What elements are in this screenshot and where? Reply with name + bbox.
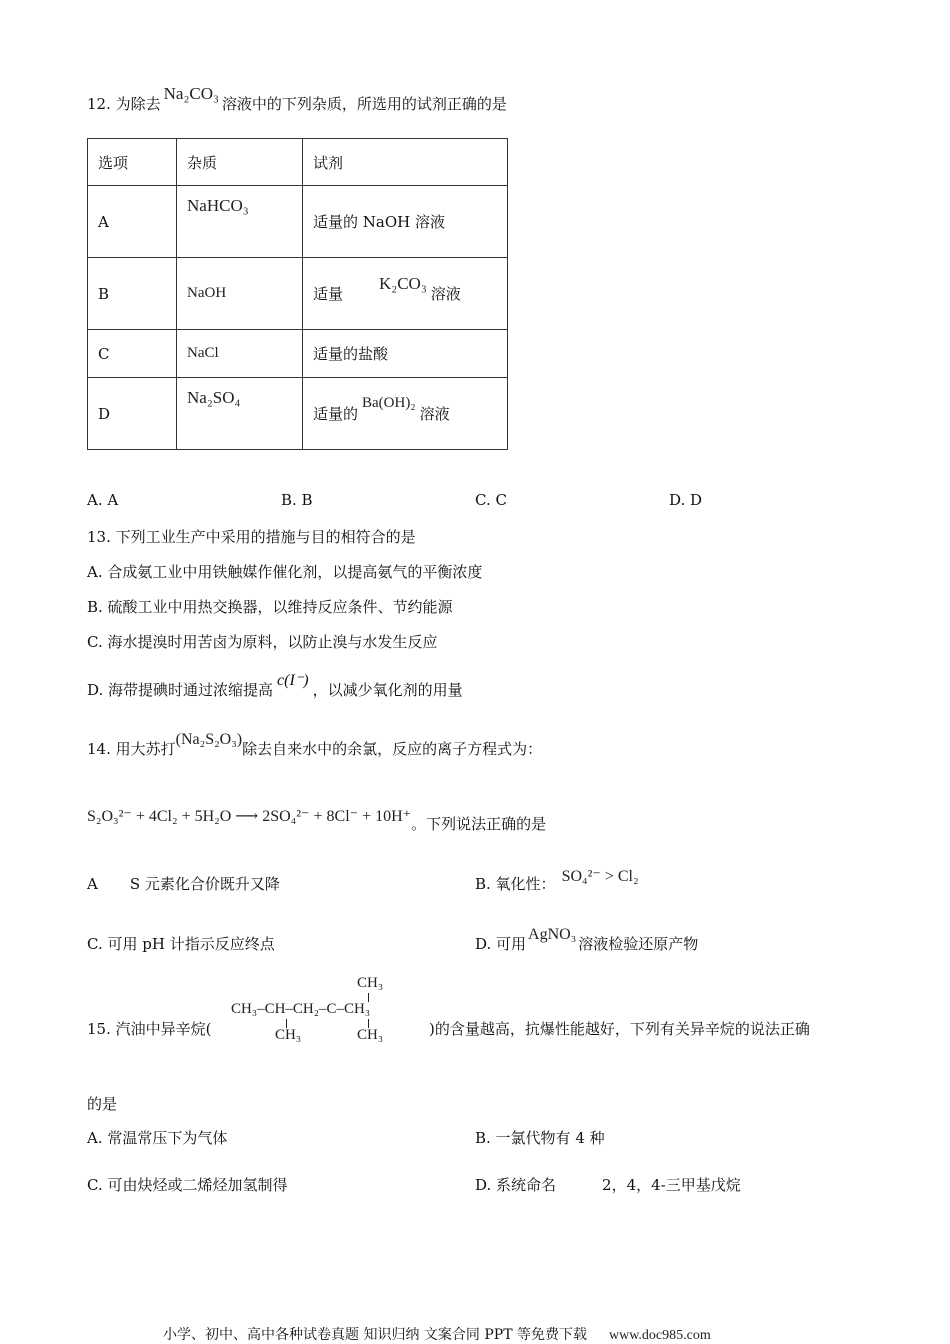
q12-option-d[interactable]: D. D: [669, 491, 703, 509]
row-impurity: Na₂SO₄: [177, 378, 303, 450]
header-reagent: 试剂: [303, 139, 508, 186]
row-reagent: 适量的 NaOH 溶液: [303, 186, 508, 258]
iodide-concentration: c(I⁻): [277, 672, 309, 689]
q12-stem: 12. 为除去Na₂CO₃溶液中的下列杂质，所选用的试剂正确的是: [87, 84, 507, 113]
footer: [163, 1324, 711, 1344]
header-option: 选项: [88, 139, 177, 186]
q12-table: [87, 138, 508, 450]
q15-stem-right: )的含量越高，抗爆性能越好，下列有关异辛烷的说法正确: [429, 1020, 810, 1038]
q15-option-d[interactable]: D. 系统命名 2，4，4-三甲基戊烷: [475, 1176, 741, 1194]
q15-stem-left: 15. 汽油中异辛烷(: [87, 1020, 212, 1038]
row-option: D: [88, 378, 177, 450]
row-option: A: [88, 186, 177, 258]
q13-option-d[interactable]: D. 海带提碘时通过浓缩提高c(I⁻)，以减少氧化剂的用量: [87, 672, 463, 699]
q14-equation-line: S₂O₃²⁻ + 4Cl₂ + 5H₂O ⟶ 2SO₄²⁻ + 8Cl⁻ + 10H⁺。下列说法正确的是: [87, 808, 547, 833]
q13-option-b[interactable]: B. 硫酸工业中用热交换器，以维持反应条件、节约能源: [87, 598, 453, 616]
q15-option-c[interactable]: C. 可由炔烃或二烯烃加氢制得: [87, 1176, 288, 1194]
table-header-row: [88, 139, 508, 186]
row-option: B: [88, 258, 177, 330]
row-reagent: 适量的盐酸: [303, 330, 508, 378]
q14-option-c[interactable]: C. 可用 pH 计指示反应终点: [87, 935, 275, 953]
bottom-right-methyl: CH₃: [357, 1027, 384, 1043]
q14-option-a[interactable]: A S 元素化合价既升又降: [87, 875, 280, 893]
footer-text: 小学、初中、高中各种试卷真题 知识归纳 文案合同 PPT 等免费下载: [163, 1327, 587, 1343]
table-row: [88, 258, 508, 330]
q13-stem: 13. 下列工业生产中采用的措施与目的相符合的是: [87, 528, 416, 546]
q14-stem: 14. 用大苏打(Na₂S₂O₃)除去自来水中的余氯，反应的离子方程式为：: [87, 731, 543, 758]
row-impurity: NaCl: [177, 330, 303, 378]
ionic-equation: S₂O₃²⁻ + 4Cl₂ + 5H₂O ⟶ 2SO₄²⁻ + 8Cl⁻ + 10H⁺: [87, 808, 412, 825]
q15-stem-cont: 的是: [87, 1095, 118, 1113]
row-impurity: NaOH: [177, 258, 303, 330]
row-option: C: [88, 330, 177, 378]
isooctane-structure: [231, 975, 427, 1047]
header-impurity: 杂质: [177, 139, 303, 186]
q15-option-a[interactable]: A. 常温常压下为气体: [87, 1129, 228, 1147]
q15-option-b[interactable]: B. 一氯代物有 4 种: [475, 1129, 605, 1147]
table-row: [88, 186, 508, 258]
footer-url[interactable]: www.doc985.com: [608, 1328, 711, 1343]
q12-option-c[interactable]: C. C: [475, 491, 507, 509]
q14-option-d[interactable]: D. 可用AgNO₃溶液检验还原产物: [475, 926, 699, 953]
row-impurity: NaHCO₃: [177, 186, 303, 258]
main-chain: CH₃–CH–CH₂–C–CH₃: [231, 1001, 371, 1017]
top-methyl: CH₃: [357, 975, 384, 991]
bottom-left-methyl: CH₃: [275, 1027, 302, 1043]
row-reagent: 适量K₂CO₃溶液: [303, 258, 508, 330]
row-reagent: 适量的Ba(OH)₂溶液: [303, 378, 508, 450]
q13-option-a[interactable]: A. 合成氨工业中用铁触媒作催化剂，以提高氨气的平衡浓度: [87, 563, 483, 581]
table-row: [88, 378, 508, 450]
q12-formula: Na₂CO₃: [163, 84, 219, 103]
q12-option-b[interactable]: B. B: [281, 491, 313, 509]
table-row: [88, 330, 508, 378]
q13-option-c[interactable]: C. 海水提溴时用苦卤为原料，以防止溴与水发生反应: [87, 633, 438, 651]
q12-option-a[interactable]: A. A: [87, 491, 119, 509]
q14-option-b[interactable]: B. 氧化性： SO₄²⁻ > Cl₂: [475, 868, 639, 893]
